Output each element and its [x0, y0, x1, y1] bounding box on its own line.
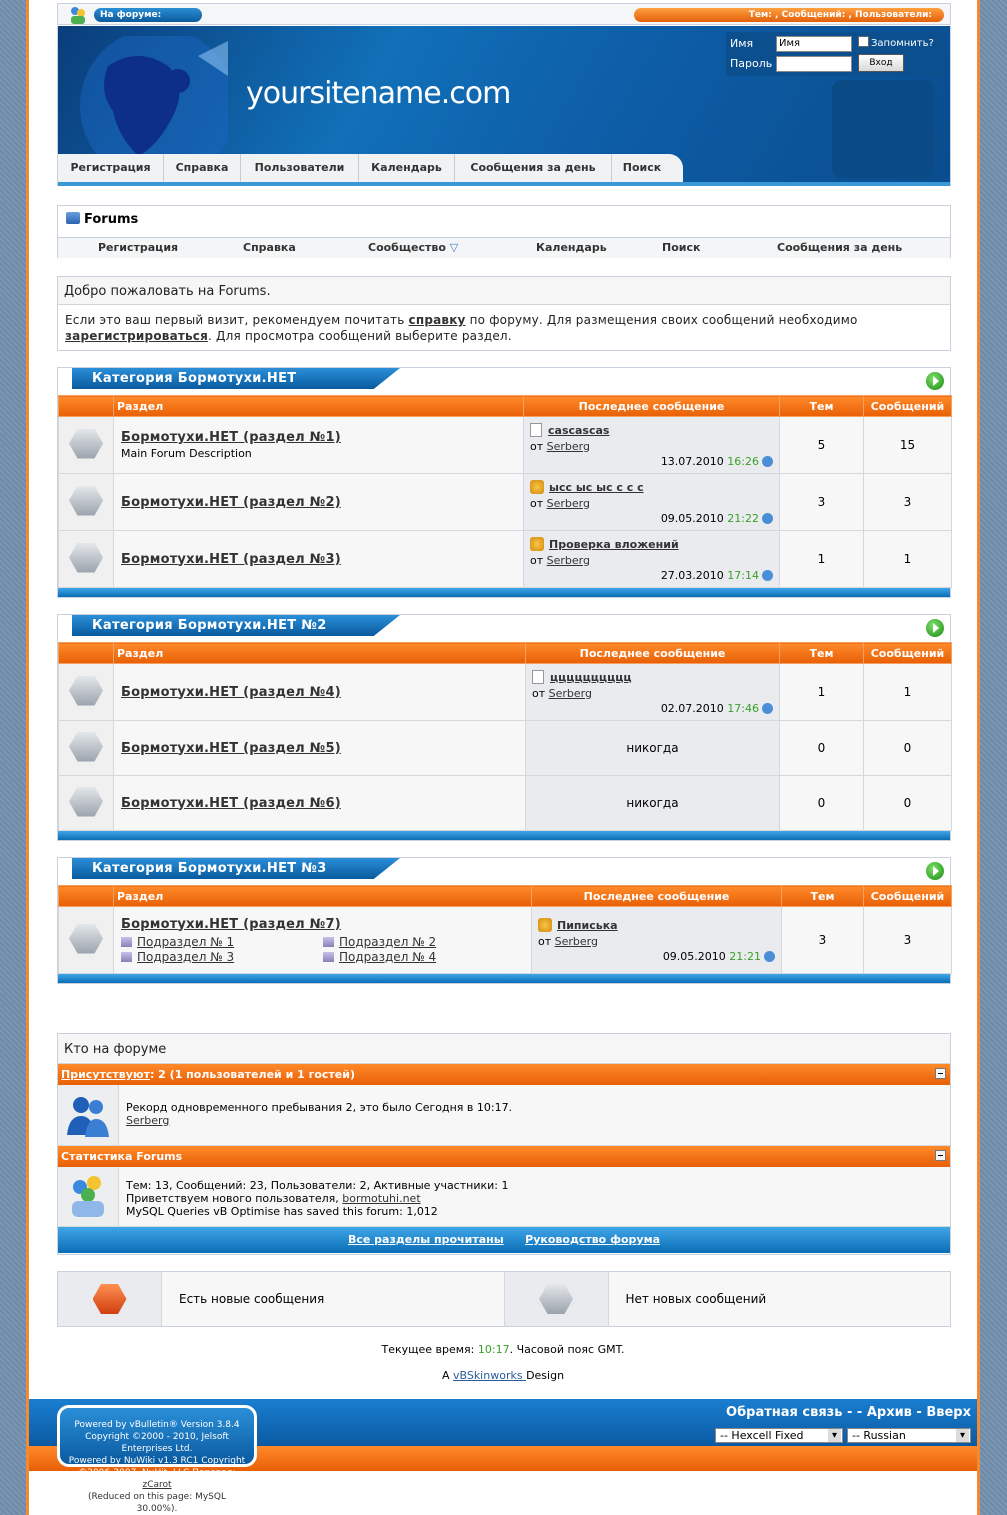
- users-mini-icon: [68, 5, 88, 25]
- forum-title[interactable]: Бормотухи.НЕТ (раздел №5): [121, 740, 341, 756]
- top-bar: [57, 3, 951, 25]
- present-link[interactable]: Присутствуют: [61, 1068, 150, 1081]
- forum-table: Раздел Последнее сообщение Тем Сообщений Бормотухи.НЕТ (раздел №4) цццццццццц от Serberg 02.07.2010 17:46 1 1 Бормотухи.НЕТ (раздел №5) никогда 0 0 Бормотухи.НЕТ (раздел №6) никогда 0 0: [58, 642, 952, 831]
- last-post-title[interactable]: cascascas: [548, 423, 610, 437]
- thread-count: 1: [780, 531, 864, 588]
- no-new-posts-icon: [69, 486, 103, 516]
- last-post-user[interactable]: Serberg: [546, 553, 590, 567]
- post-count: 1: [864, 664, 952, 721]
- folder-icon: [66, 212, 80, 224]
- stats-line: Тем: 13, Сообщений: 23, Пользователи: 2, Активные участники: 1: [126, 1179, 509, 1192]
- last-post-title[interactable]: Пиписька: [557, 918, 618, 932]
- no-new-posts-icon: [69, 787, 103, 817]
- category-2: [57, 614, 951, 841]
- online-pill: На форуме:: [94, 8, 202, 22]
- thread-count: 0: [780, 721, 864, 776]
- post-count: 0: [864, 776, 952, 831]
- style-select[interactable]: -- Hexcell Fixed ▾: [715, 1428, 843, 1443]
- thumbs-up-icon: [538, 918, 552, 932]
- forum-nav: [58, 237, 950, 258]
- dropdown-arrow-icon: ▽: [449, 241, 459, 254]
- last-post-user[interactable]: Serberg: [548, 686, 592, 700]
- post-count: 3: [864, 907, 952, 974]
- welcome-box: [57, 276, 951, 351]
- header-nav: [58, 154, 683, 182]
- subforum-icon: [323, 952, 334, 962]
- online-user-link[interactable]: Serberg: [126, 1114, 170, 1127]
- subforum-link[interactable]: Подраздел № 2: [339, 934, 437, 949]
- register-link[interactable]: зарегистрироваться: [65, 329, 209, 343]
- table-row: Бормотухи.НЕТ (раздел №4) цццццццццц от Serberg 02.07.2010 17:46 1 1: [59, 664, 952, 721]
- forum-title[interactable]: Бормотухи.НЕТ (раздел №3): [121, 551, 341, 567]
- go-last-post-icon[interactable]: [764, 951, 775, 962]
- go-last-post-icon[interactable]: [762, 456, 773, 467]
- newest-user-link[interactable]: bormotuhi.net: [342, 1192, 421, 1205]
- subforum-link[interactable]: Подраздел № 1: [137, 934, 235, 949]
- forum-description: Main Forum Description: [121, 447, 252, 460]
- category-title[interactable]: Категория Бормотухи.НЕТ №2: [92, 618, 327, 633]
- document-icon: [530, 423, 542, 437]
- collapse-icon[interactable]: [935, 1068, 946, 1079]
- no-new-posts-icon: [69, 924, 103, 954]
- last-post-never: никогда: [526, 776, 780, 831]
- no-new-posts-icon: [69, 429, 103, 459]
- category-3: [57, 857, 951, 984]
- help-link[interactable]: справку: [408, 313, 466, 327]
- forum-title[interactable]: Бормотухи.НЕТ (раздел №7): [121, 916, 341, 932]
- language-select[interactable]: -- Russian ▾: [847, 1428, 971, 1443]
- whos-online: Кто на форуме Присутствуют: 2 (1 пользователей и 1 гостей) Рекорд одновременного пребывания 2, это было Сегодня в 10:17. Serberg Статистика Forums Тем: 13, Сообщений: 23, Пользователи: 2, Активные участники: 1 Приветствуем нового пользователя, bormotuhi.net MySQL Queries vB Optimise has saved this forum: 1,012 Все разделы прочитаны Руководство форума: [57, 1033, 951, 1255]
- subforum-icon: [121, 952, 132, 962]
- post-count: 0: [864, 721, 952, 776]
- col-threads: Тем: [780, 396, 864, 417]
- login-button[interactable]: Вход: [858, 54, 904, 72]
- designer-link[interactable]: vBSkinworks: [452, 1369, 527, 1382]
- password-input[interactable]: [776, 56, 852, 72]
- legend-no-new-posts: Нет новых сообщений: [609, 1272, 951, 1326]
- collapse-icon[interactable]: [935, 1150, 946, 1161]
- nav-tab-calendar[interactable]: Календарь: [359, 154, 455, 182]
- thumbs-up-icon: [530, 480, 544, 494]
- stats-line: MySQL Queries vB Optimise has saved this forum: 1,012: [126, 1205, 438, 1218]
- col-forum: Раздел: [114, 396, 524, 417]
- login-box: [726, 32, 946, 76]
- go-last-post-icon[interactable]: [762, 703, 773, 714]
- col-last-post: Последнее сообщение: [524, 396, 780, 417]
- category-title[interactable]: Категория Бормотухи.НЕТ №3: [92, 861, 327, 876]
- thread-count: 1: [780, 664, 864, 721]
- page-title[interactable]: Forums: [84, 212, 139, 227]
- globe-icon: [78, 36, 228, 166]
- thread-count: 3: [780, 474, 864, 531]
- thread-count: 0: [780, 776, 864, 831]
- username-input[interactable]: Имя: [776, 36, 852, 52]
- stats-pill: Тем: , Сообщений: , Пользователи:: [634, 8, 944, 22]
- password-label: Пароль: [730, 57, 773, 70]
- welcome-title: Добро пожаловать на Forums.: [58, 277, 950, 305]
- forum-table: Раздел Последнее сообщение Тем Сообщений Бормотухи.НЕТ (раздел №7) Подраздел № 1 Подраздел № 2 Подраздел № 3 Подраздел № 4 Пиписька от Serberg 09.05.2010 21:21 3 3: [58, 885, 952, 974]
- mark-forums-read-link[interactable]: Все разделы прочитаны: [347, 1233, 504, 1246]
- last-post-title[interactable]: Проверка вложений: [549, 537, 679, 551]
- no-new-posts-icon: [69, 732, 103, 762]
- go-last-post-icon[interactable]: [762, 570, 773, 581]
- navlink-community[interactable]: Сообщество ▽: [368, 241, 459, 254]
- users-online-icon: [58, 1085, 119, 1146]
- breadcrumb: [57, 205, 951, 258]
- footer-links[interactable]: Обратная связь - - Архив - Вверх: [726, 1405, 971, 1420]
- forum-title[interactable]: Бормотухи.НЕТ (раздел №4): [121, 684, 341, 700]
- thumbs-up-icon: [530, 537, 544, 551]
- table-row: Бормотухи.НЕТ (раздел №1) Main Forum Description cascascas от Serberg 13.07.2010 16:26 5 15: [59, 417, 952, 474]
- last-post-title[interactable]: цццццццццц: [550, 670, 632, 684]
- record-text: Рекорд одновременного пребывания 2, это было Сегодня в 10:17.: [126, 1101, 513, 1114]
- thread-count: 5: [780, 417, 864, 474]
- designer-credit: A vBSkinworks Design: [441, 1369, 565, 1382]
- last-post-never: никогда: [526, 721, 780, 776]
- go-arrow-icon[interactable]: [926, 862, 944, 880]
- no-new-posts-icon: [539, 1284, 573, 1314]
- current-time: Текущее время: 10:17. Часовой пояс GMT.: [381, 1343, 625, 1356]
- remember-checkbox[interactable]: Запомнить?: [858, 36, 934, 49]
- no-new-posts-icon: [69, 543, 103, 573]
- document-icon: [532, 670, 544, 684]
- subforum-link[interactable]: Подраздел № 3: [137, 949, 235, 964]
- category-title[interactable]: Категория Бормотухи.НЕТ: [92, 371, 297, 386]
- page: [26, 0, 980, 1515]
- navlink-help[interactable]: Справка: [243, 241, 296, 254]
- header-decor-box: [832, 80, 934, 178]
- go-arrow-icon[interactable]: [926, 619, 944, 637]
- last-post-title[interactable]: ысс ыс ыс с с с: [549, 480, 644, 494]
- navlink-register[interactable]: Регистрация: [98, 241, 179, 254]
- whos-online-title: Кто на форуме: [58, 1034, 950, 1064]
- forum-table: [58, 395, 952, 588]
- post-count: 3: [864, 474, 952, 531]
- no-new-posts-icon: [69, 676, 103, 706]
- forum-title[interactable]: Бормотухи.НЕТ (раздел №6): [121, 795, 341, 811]
- subforum-list: [121, 935, 524, 964]
- subforum-link[interactable]: Подраздел № 4: [339, 949, 437, 964]
- post-count: 15: [864, 417, 952, 474]
- nav-tab-search[interactable]: Поиск: [622, 161, 662, 174]
- table-row: Бормотухи.НЕТ (раздел №3) Проверка вложений от Serberg 27.03.2010 17:14 1 1: [59, 531, 952, 588]
- last-post-user[interactable]: Serberg: [546, 496, 590, 510]
- stats-title: Статистика Forums: [61, 1150, 183, 1163]
- table-row: [59, 721, 952, 776]
- subforum-icon: [323, 937, 334, 947]
- navlink-calendar[interactable]: Календарь: [536, 241, 607, 254]
- icon-legend: [57, 1271, 951, 1327]
- forum-title[interactable]: Бормотухи.НЕТ (раздел №1): [121, 430, 341, 445]
- nav-tab-todays-posts[interactable]: Сообщения за день: [455, 154, 612, 182]
- go-arrow-icon[interactable]: [926, 372, 944, 390]
- welcome-text: Если это ваш первый визит, рекомендуем почитать справку по форуму. Для размещения своих сообщений необходимо зарегистрироваться. Для просмотра сообщений выберите раздел.: [65, 313, 858, 343]
- post-count: 1: [864, 531, 952, 588]
- site-header: [57, 26, 951, 186]
- subforum-icon: [121, 937, 132, 947]
- table-row: Бормотухи.НЕТ (раздел №2) ысс ыс ыс с с с от Serberg 09.05.2010 21:22 3 3: [59, 474, 952, 531]
- forum-title[interactable]: Бормотухи.НЕТ (раздел №2): [121, 494, 341, 510]
- legend-new-posts: Есть новые сообщения: [162, 1272, 505, 1326]
- forum-leaders-link[interactable]: Руководство форума: [525, 1233, 661, 1246]
- site-logo[interactable]: yoursitename.com: [246, 76, 511, 111]
- navlink-todays-posts[interactable]: Сообщения за день: [777, 241, 903, 254]
- last-post-user[interactable]: Serberg: [546, 439, 590, 453]
- stats-users-icon: [58, 1167, 119, 1227]
- nav-tab-register[interactable]: Регистрация: [58, 154, 164, 182]
- table-row: [59, 776, 952, 831]
- translator-link[interactable]: zCarot: [142, 1480, 172, 1490]
- go-last-post-icon[interactable]: [762, 513, 773, 524]
- navlink-search[interactable]: Поиск: [662, 241, 701, 254]
- new-posts-icon: [93, 1284, 127, 1314]
- thread-count: 3: [782, 907, 864, 974]
- powered-by-text: Powered by vBulletin® Version 3.8.4 Copyright ©2000 - 2010, Jelsoft Enterprises Ltd. Powered by NuWiki v1.3 RC1 Copyright ©2006-2007, NuHit, LLC Перевод: zCarot (Reduced on this page: MySQL 30.00%).: [57, 1419, 257, 1515]
- nav-tab-help[interactable]: Справка: [164, 154, 241, 182]
- nav-tab-members[interactable]: Пользователи: [241, 154, 359, 182]
- category-1: [57, 367, 951, 598]
- last-post-user[interactable]: Serberg: [554, 934, 598, 948]
- col-posts: Сообщений: [864, 396, 952, 417]
- username-label: Имя: [730, 37, 754, 50]
- table-row: Бормотухи.НЕТ (раздел №7) Подраздел № 1 Подраздел № 2 Подраздел № 3 Подраздел № 4 Пиписька от Serberg 09.05.2010 21:21 3 3: [59, 907, 952, 974]
